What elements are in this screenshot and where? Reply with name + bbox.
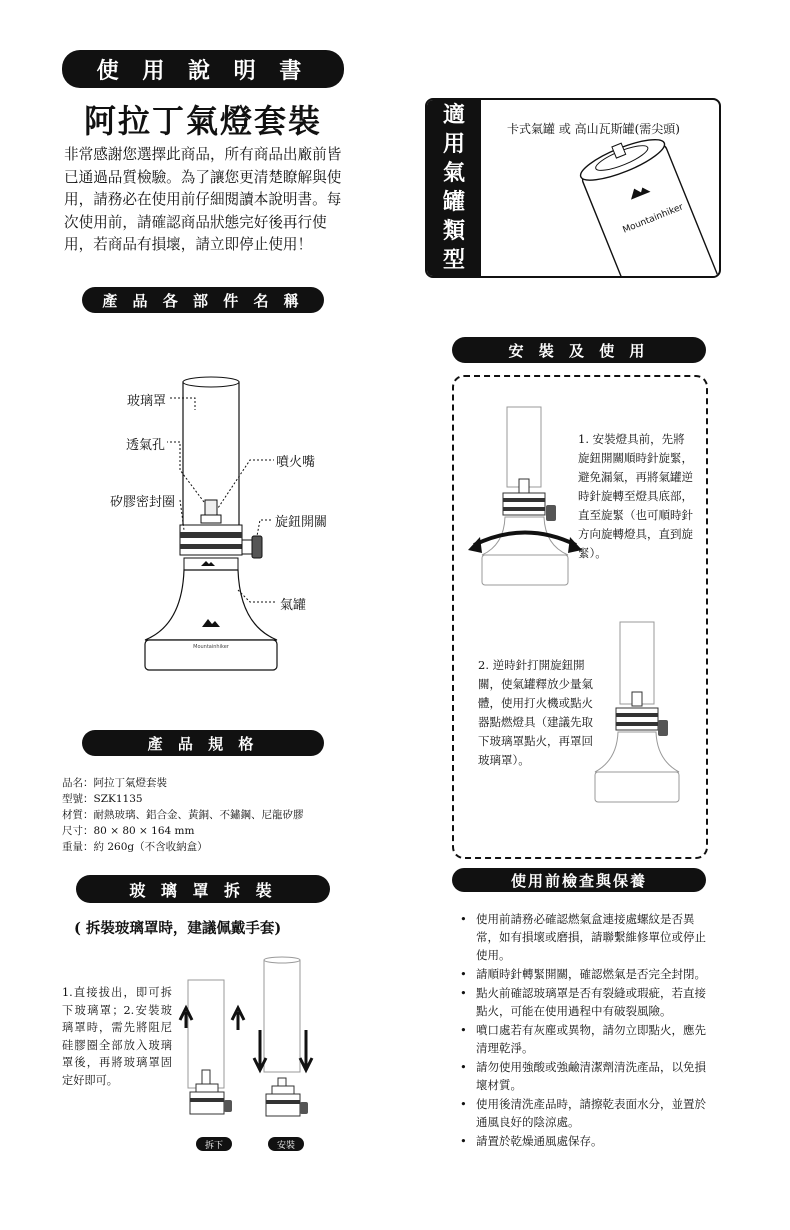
label-seal: 矽膠密封圈 [108, 491, 177, 510]
gas-type-side-label: 適 用 氣 罐 類 型 [427, 100, 481, 276]
glass-removal-illustration [176, 950, 326, 1150]
install-heading: 安 裝 及 使 用 [452, 337, 706, 363]
label-canister: 氣罐 [278, 594, 308, 613]
spec-line: 品名：阿拉丁氣燈套裝 [62, 777, 167, 789]
label-glass: 玻璃罩 [125, 390, 168, 409]
gas-type-box [425, 98, 721, 278]
install-step2: 2. 逆時針打開旋鈕開關，使氣罐釋放少量氣體，使用打火機或點火器點燃燈具（建議先取下玻璃罩點火，再罩回玻璃罩）。 [478, 656, 596, 770]
manual-title: 使 用 說 明 書 [96, 57, 310, 84]
list-item: • 請置於乾燥通風處保存。 [456, 1132, 706, 1150]
spec-line: 尺寸：80 × 80 × 164 mm [62, 825, 195, 837]
install-step2-illustration [580, 620, 690, 810]
parts-heading: 產 品 各 部 件 名 稱 [82, 287, 324, 313]
lamp-brand-mark: Mountainhiker [193, 644, 229, 650]
install-tag: 安裝 [268, 1137, 304, 1151]
maintenance-heading: 使用前檢查與保養 [452, 868, 706, 892]
glass-removal-note: ( 拆裝玻璃罩時，建議佩戴手套) [74, 920, 282, 937]
intro-text: 非常感謝您選擇此商品，所有商品出廠前皆已通過品質檢驗。為了讓您更清楚瞭解與使用，請務必在使用前仔細閱讀本說明書。每次使用前，請確認商品狀態完好後再行使用，若商品有損壞，請立即停止使用！ [64, 146, 342, 254]
gas-canister-illustration [547, 140, 717, 278]
maintenance-list [456, 910, 706, 1151]
specs-heading: 產 品 規 格 [82, 730, 324, 756]
list-item: • 請勿使用強酸或強鹼清潔劑清洗產品，以免損壞材質。 [456, 1058, 706, 1094]
gas-type-caption: 卡式氣罐 或 高山瓦斯罐(需尖頭) [507, 122, 680, 136]
list-item: • 請順時針轉緊開關，確認燃氣是否完全封閉。 [456, 965, 706, 983]
spec-line: 型號：SZK1135 [62, 793, 143, 805]
manual-title-banner [62, 50, 344, 88]
list-item: • 使用前請務必確認燃氣盒連接處螺紋是否異常，如有損壞或磨損，請聯繫維修單位或停止使用。 [456, 910, 706, 964]
specs-list [62, 775, 362, 855]
glass-removal-instructions: 1.直接拔出，即可拆下玻璃罩；2.安裝玻璃罩時，需先將阻尼硅膠圈全部放入玻璃罩後，再將玻璃罩固定好即可。 [62, 986, 172, 1087]
lamp-parts-diagram [100, 330, 340, 690]
gas-brand: Mountainhiker [621, 202, 685, 236]
list-item: • 點火前確認玻璃罩是否有裂縫或瑕疵，若直接點火，可能在使用過程中有破裂風險。 [456, 984, 706, 1020]
product-title: 阿拉丁氣燈套裝 [83, 102, 322, 140]
label-vent: 透氣孔 [124, 434, 167, 453]
label-nozzle: 噴火嘴 [274, 451, 317, 470]
install-step1-illustration [470, 405, 580, 595]
label-knob: 旋鈕開關 [273, 511, 329, 530]
install-step1: 1. 安裝燈具前，先將旋鈕開關順時針旋緊，避免漏氣，再將氣罐逆時針旋轉至燈具底部，直至旋緊（也可順時針方向旋轉燈具，直到旋緊）。 [578, 432, 693, 560]
spec-line: 重量：約 260g（不含收納盒） [62, 841, 208, 853]
list-item: • 使用後清洗產品時，請擦乾表面水分，並置於通風良好的陰涼處。 [456, 1095, 706, 1131]
list-item: • 噴口處若有灰塵或異物，請勿立即點火，應先清理乾淨。 [456, 1021, 706, 1057]
spec-line: 材質：耐熱玻璃、鋁合金、黃銅、不鏽鋼、尼龍矽膠 [62, 809, 304, 821]
remove-tag: 拆下 [196, 1137, 232, 1151]
glass-removal-heading: 玻 璃 罩 拆 裝 [76, 875, 330, 903]
